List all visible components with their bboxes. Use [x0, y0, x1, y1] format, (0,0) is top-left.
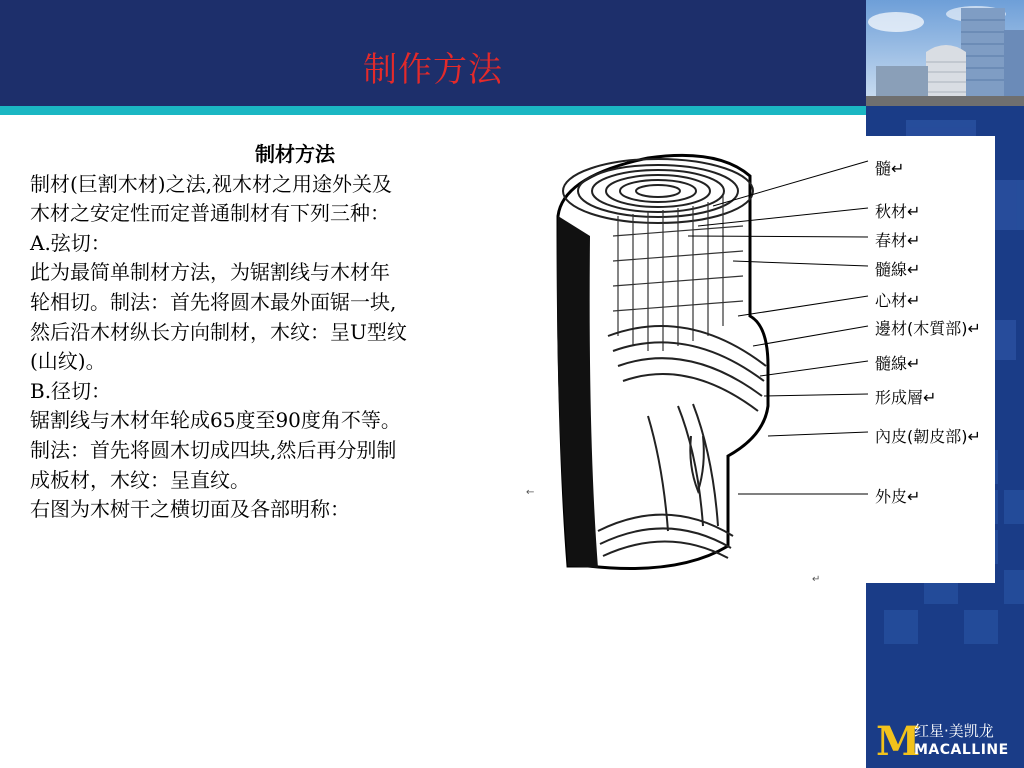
label-sapwood: 邊材(木質部)↵: [875, 319, 981, 338]
label-earlywood: 春材↵: [875, 231, 921, 250]
body-line: 制法：首先将圆木切成四块,然后再分别制: [30, 437, 397, 462]
trunk-figure: [528, 136, 995, 583]
body-line: 此为最简单制材方法，为锯割线与木材年: [30, 260, 390, 285]
body-line: 右图为木树干之横切面及各部明称：: [30, 497, 350, 522]
body-line: 锯割线与木材年轮成65度至90度角不等。: [30, 408, 401, 433]
building-photo: [866, 0, 1024, 106]
section-subtitle: 制材方法: [255, 142, 335, 166]
header-stripe: [0, 106, 866, 115]
company-logo: [866, 712, 1024, 768]
label-ray: 髓線↵: [875, 260, 921, 279]
body-line: A.弦切：: [30, 230, 111, 255]
label-outer-bark: 外皮↵: [875, 487, 921, 506]
label-latewood: 秋材↵: [875, 202, 921, 221]
label-ray-2: 髓線↵: [875, 354, 921, 373]
label-pith: 髓↵: [875, 159, 905, 178]
body-line: 然后沿木材纵长方向制材，木纹：呈U型纹: [30, 319, 407, 344]
logo-chinese: 红星·美凯龙: [914, 722, 994, 740]
body-line: 制材(巨割木材)之法,视木材之用途外关及: [30, 171, 392, 196]
trunk-illustration: [528, 136, 995, 583]
label-inner-bark: 內皮(韌皮部)↵: [875, 427, 981, 446]
building-illustration: [866, 0, 1024, 106]
body-line: (山纹)。: [30, 349, 106, 374]
body-line: 成板材，木纹：呈直纹。: [30, 467, 250, 492]
logo-english: MACALLINE: [914, 742, 1009, 758]
body-line: 木材之安定性而定普通制材有下列三种：: [30, 201, 390, 226]
label-cambium: 形成層↵: [875, 388, 937, 407]
left-arrow-mark: ←: [526, 487, 535, 498]
return-mark: ↵: [812, 574, 821, 585]
logo-letter: M: [876, 718, 921, 765]
body-line: B.径切：: [30, 378, 112, 403]
body-line: 轮相切。制法：首先将圆木最外面锯一块,: [30, 289, 397, 314]
slide-title: 制作方法: [363, 50, 503, 90]
body-text: [30, 140, 520, 525]
label-heartwood: 心材↵: [875, 291, 921, 310]
